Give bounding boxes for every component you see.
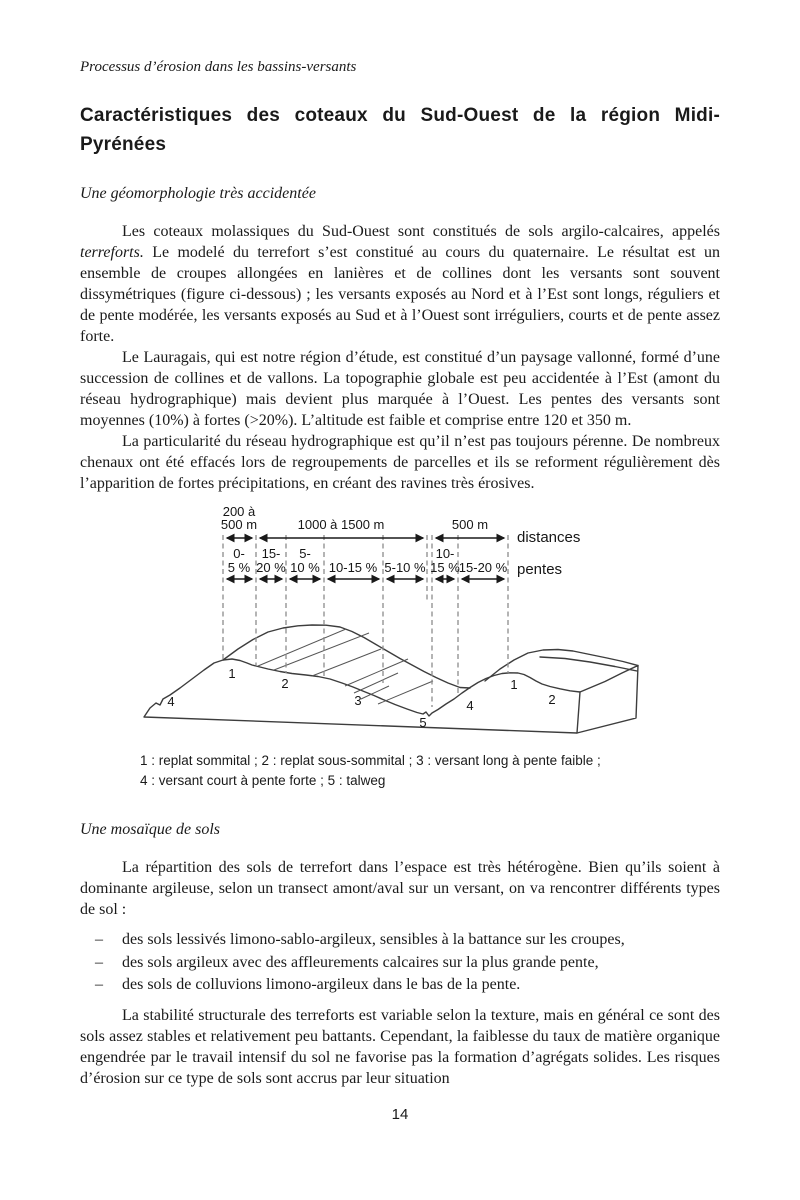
pente-label-3-line1: 5- <box>299 546 311 561</box>
terrain-silhouette <box>144 659 638 733</box>
terrain-label-5-talweg: 5 <box>419 715 427 730</box>
terrain-figure <box>140 503 700 791</box>
distance-label-2: 1000 à 1500 m <box>297 517 385 532</box>
pente-label-1-line1: 0- <box>233 546 245 561</box>
paragraph-coteaux-part2: Le modelé du terrefort s’est constitué au cours du quaternaire. Le résultat est un ensemble de croupes allongées en lanières et de collines dont les versants sont souvent dissymétriques (figure ci-dessous) ; les versants exposés au Nord et à l’Est sont longs, réguliers et de pente modérée, les versants exposés au Sud et à l’Ouest sont irréguliers, courts et de pente assez forte. <box>80 244 720 345</box>
terrain-label-1-left: 1 <box>228 666 236 681</box>
soil-types-list <box>80 929 720 997</box>
terrain-label-1-right: 1 <box>510 677 518 692</box>
pente-label-4: 10-15 % <box>328 560 378 575</box>
page-number: 14 <box>391 1106 409 1123</box>
pente-label-5: 5-10 % <box>384 560 426 575</box>
pente-label-7: 15-20 % <box>458 560 508 575</box>
title-line-2: Pyrénées <box>80 134 167 155</box>
paragraph-coteaux <box>80 221 720 347</box>
pente-label-2-line1: 15- <box>261 546 281 561</box>
list-item-sols-argileux <box>80 952 720 975</box>
running-header: Processus d’érosion dans les bassins-versants <box>80 59 357 75</box>
terrain-label-3: 3 <box>354 693 362 708</box>
pente-label-6-line2: 15 % <box>430 560 460 575</box>
list-item-sols-lessives <box>80 929 720 952</box>
pente-label-2-line2: 20 % <box>256 560 286 575</box>
title-line-1: Caractéristiques des coteaux du Sud-Ouest de la région Midi- <box>80 105 720 126</box>
distance-label-1-line2: 500 m <box>220 517 258 532</box>
section-heading-mosaique: Une mosaïque de sols <box>80 821 220 838</box>
paragraph-coteaux-italic: terreforts. <box>80 244 144 261</box>
list-item-text: des sols argileux avec des affleurements calcaires sur la plus grande pente, <box>122 953 599 971</box>
paragraph-repartition: La répartition des sols de terrefort dans l’espace est très hétérogène. Bien qu’ils soient à dominante argileuse, selon un transect amont/aval sur un versant, on va rencontrer différents types de sol : <box>80 859 720 918</box>
terrain-label-2-left: 2 <box>281 676 289 691</box>
page-title <box>80 101 720 159</box>
pentes-axis-label: pentes <box>517 561 563 578</box>
distance-label-3: 500 m <box>451 517 489 532</box>
distances-row <box>221 504 580 546</box>
section-heading-geomorphologie: Une géomorphologie très accidentée <box>80 185 316 202</box>
terrain-label-2-right: 2 <box>548 692 556 707</box>
dash-marker: – <box>95 976 103 993</box>
pente-label-6-line1: 10- <box>435 546 455 561</box>
paragraph-stabilite: La stabilité structurale des terreforts est variable selon la texture, mais en général ce sont des sols assez stables et relativement peu battants. Cependant, la faiblesse du taux de matière organique engendrée par le travail intensif du sol ne favorise pas la formation d’agrégats solides. Les risques d’érosion sur ce type de sols sont accrus par leur situation <box>80 1006 720 1087</box>
paragraph-coteaux-part1: Les coteaux molassiques du Sud-Ouest sont constitués de sols argilo-calcaires, appelés <box>122 223 720 240</box>
terrain-block-drawing <box>144 625 638 733</box>
paragraph-lauragais: Le Lauragais, qui est notre région d’étude, est constitué d’un paysage vallonné, formé d’une succession de collines et de vallons. La topographie globale est peu accidentée à l’Est (amont du réseau hydrographique) mais devient plus marquée à l’Ouest. Les pentes des versants sont moyennes (10%) à fortes (>20%). L’altitude est faible et comprise entre 120 et 350 m. <box>80 349 720 429</box>
terrain-right-ridge-edge <box>540 657 637 671</box>
list-item-text: des sols de colluvions limono-argileux dans le bas de la pente. <box>122 976 521 993</box>
figure-caption-line-1: 1 : replat sommital ; 2 : replat sous-sommital ; 3 : versant long à pente faible ; <box>140 753 601 768</box>
pente-label-1-line2: 5 % <box>227 560 251 575</box>
list-item-sols-colluvions <box>80 974 720 997</box>
paragraph-reseau: La particularité du réseau hydrographique est qu’il n’est pas toujours pérenne. De nombreux chenaux ont été effacés lors de regroupements de parcelles et ils se reforment régulièrement dès l’apparition de fortes précipitations, en créant des ravines très érosives. <box>80 433 720 492</box>
list-item-text: des sols lessivés limono-sablo-argileux, sensibles à la battance sur les croupes, <box>122 931 625 948</box>
terrain-label-4-left: 4 <box>167 694 175 709</box>
figure-caption <box>140 751 700 791</box>
pentes-row <box>227 546 562 579</box>
distances-axis-label: distances <box>517 529 581 546</box>
pente-label-3-line2: 10 % <box>290 560 320 575</box>
dash-marker: – <box>95 931 103 948</box>
distance-label-1-line1: 200 à <box>222 504 256 519</box>
dash-marker: – <box>95 953 103 971</box>
terrain-label-4-right: 4 <box>466 698 474 713</box>
figure-caption-line-2: 4 : versant court à pente forte ; 5 : talweg <box>140 773 386 788</box>
terrain-figure-svg <box>140 503 700 749</box>
